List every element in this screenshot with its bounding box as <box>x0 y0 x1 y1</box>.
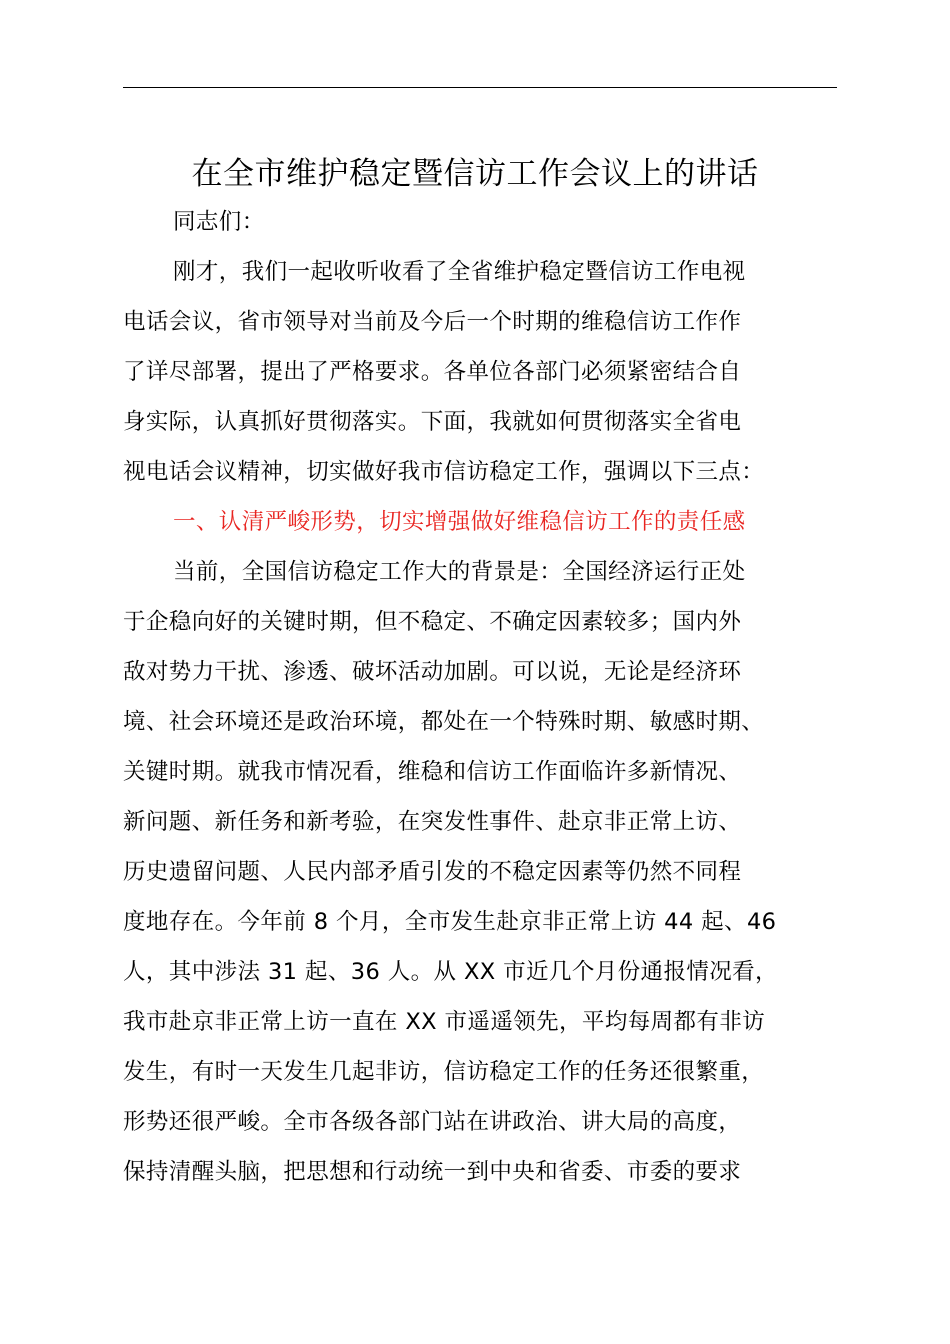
paragraph-line: 敌对势力干扰、渗透、破坏活动加剧。可以说，无论是经济环 <box>123 659 742 685</box>
paragraph-line: 境、社会环境还是政治环境，都处在一个特殊时期、敏感时期、 <box>123 709 765 735</box>
paragraph-line: 人，其中涉法 31 起、36 人。从 XX 市近几个月份通报情况看， <box>123 959 778 985</box>
paragraph-line: 保持清醒头脑，把思想和行动统一到中央和省委、市委的要求 <box>123 1159 742 1185</box>
paragraph-line: 形势还很严峻。全市各级各部门站在讲政治、讲大局的高度， <box>123 1109 742 1135</box>
paragraph-line: 发生，有时一天发生几起非访，信访稳定工作的任务还很繁重， <box>123 1059 765 1085</box>
paragraph-line: 刚才，我们一起收听收看了全省维护稳定暨信访工作电视 <box>173 259 746 285</box>
paragraph-line: 电话会议，省市领导对当前及今后一个时期的维稳信访工作作 <box>123 309 742 335</box>
section-heading: 一、认清严峻形势，切实增强做好维稳信访工作的责任感 <box>173 509 746 535</box>
header-rule <box>123 87 837 88</box>
paragraph-line: 关键时期。就我市情况看，维稳和信访工作面临许多新情况、 <box>123 759 742 785</box>
paragraph-line: 新问题、新任务和新考验，在突发性事件、赴京非正常上访、 <box>123 809 742 835</box>
paragraph-line: 当前，全国信访稳定工作大的背景是：全国经济运行正处 <box>173 559 746 585</box>
paragraph-line: 视电话会议精神，切实做好我市信访稳定工作，强调以下三点： <box>123 459 765 485</box>
document-title: 在全市维护稳定暨信访工作会议上的讲话 <box>191 156 759 192</box>
paragraph-line: 了详尽部署，提出了严格要求。各单位各部门必须紧密结合自 <box>123 359 742 385</box>
paragraph-line: 身实际，认真抓好贯彻落实。下面，我就如何贯彻落实全省电 <box>123 409 742 435</box>
paragraph-line: 我市赴京非正常上访一直在 XX 市遥遥领先，平均每周都有非访 <box>123 1009 766 1035</box>
paragraph-line: 于企稳向好的关键时期，但不稳定、不确定因素较多；国内外 <box>123 609 742 635</box>
paragraph-line: 历史遗留问题、人民内部矛盾引发的不稳定因素等仍然不同程 <box>123 859 742 885</box>
paragraph-line: 度地存在。今年前 8 个月，全市发生赴京非正常上访 44 起、46 <box>123 909 777 935</box>
salutation: 同志们： <box>173 209 265 235</box>
